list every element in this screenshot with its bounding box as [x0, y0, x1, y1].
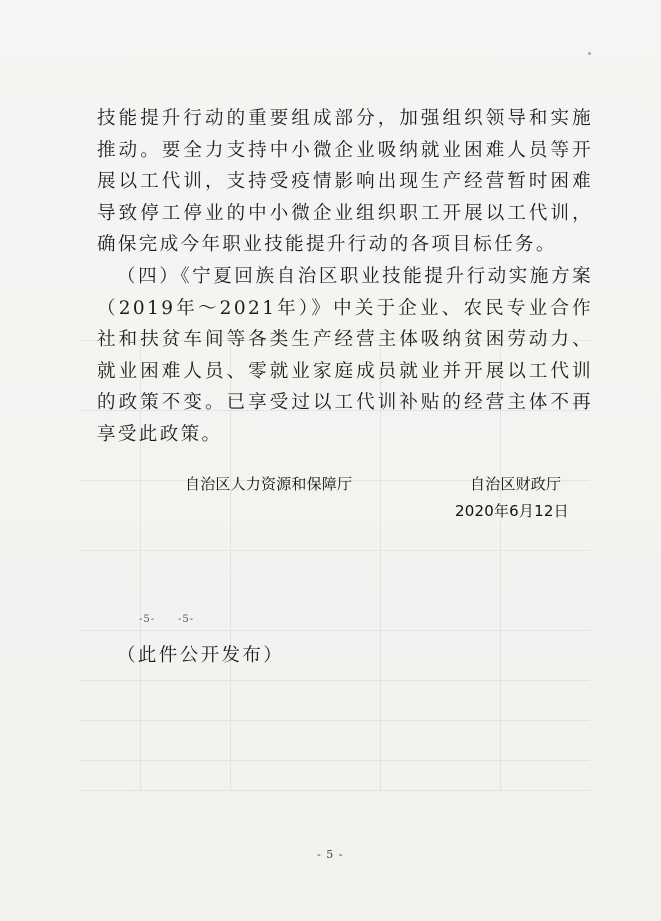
body-paragraph-2: （四）《宁夏回族自治区职业技能提升行动实施方案（2019年～2021年）》中关于企业、农民专业合作社和扶贫车间等各类生产经营主体吸纳贫困劳动力、就业困难人员、零就业家庭成员就业并开展以工代训的政策不变。已享受过以工代训补贴的经营主体不再享受此政策。: [97, 266, 593, 445]
page-number: - 5 -: [317, 848, 344, 861]
issue-date: 2020年6月12日: [455, 502, 569, 520]
page-mark-small-2: -5-: [178, 614, 195, 625]
issuer-finance-department: 自治区财政厅: [470, 475, 562, 493]
publication-notice: （此件公开发布）: [117, 645, 285, 666]
body-paragraph-1: 技能提升行动的重要组成部分，加强组织领导和实施推动。要全力支持中小微企业吸纳就业困难人员等开展以工代训，支持受疫情影响出现生产经营暂时困难导致停工停业的中小微企业组织职工开展以工代训，确保完成今年职业技能提升行动的各项目标任务。: [97, 108, 593, 255]
issuer-hr-department: 自治区人力资源和保障厅: [185, 475, 353, 493]
page-mark-small-1: -5-: [139, 614, 156, 625]
scan-speck: [588, 52, 591, 55]
